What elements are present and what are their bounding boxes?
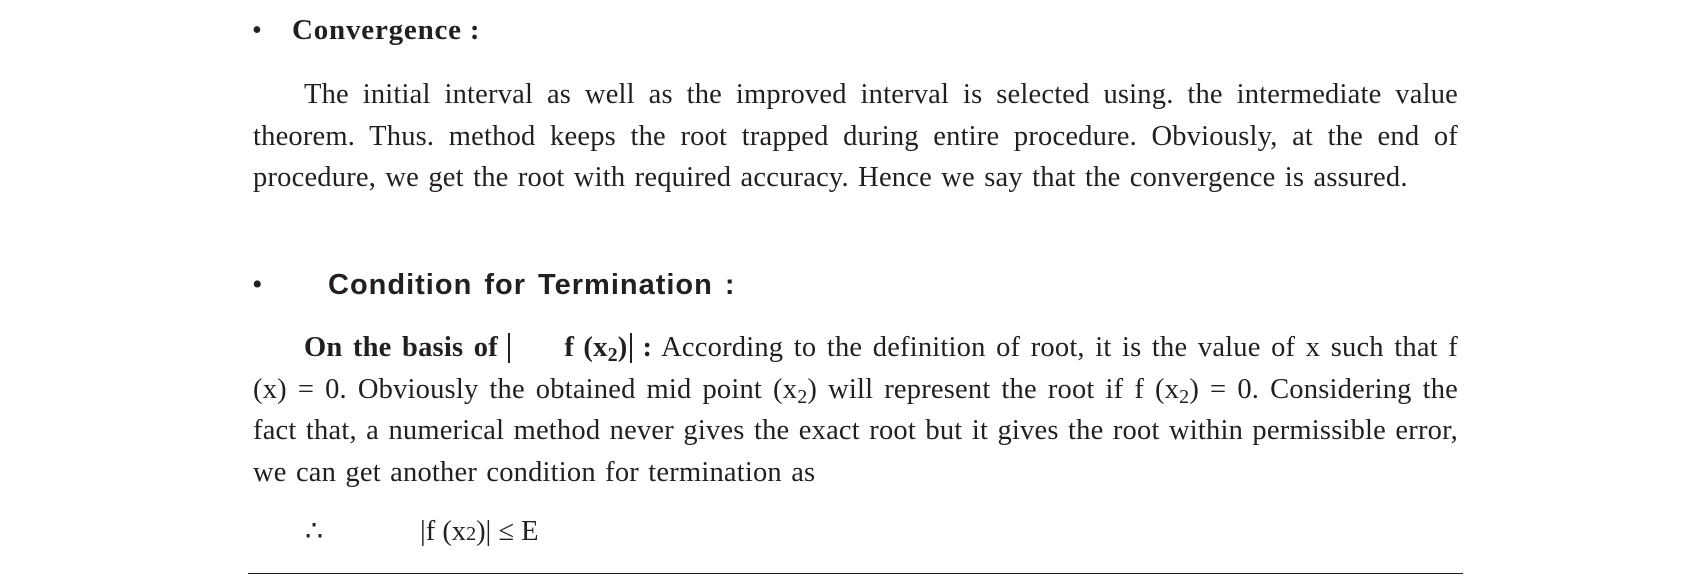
lead-colon: : bbox=[642, 332, 653, 363]
termination-paragraph bbox=[253, 327, 1458, 493]
text-segment-a: According to the definition of root, it is the value of x such that f (x) = 0. Obviously the obtained mid point (x bbox=[253, 332, 1458, 405]
bottom-rule-divider bbox=[248, 573, 1463, 574]
abs-close: ) bbox=[617, 332, 628, 363]
termination-formula: ∴ |f (x 2 )| ≤ E bbox=[305, 516, 539, 547]
absolute-value-expression bbox=[508, 332, 632, 366]
bullet-marker: • bbox=[252, 268, 263, 301]
abs-subscript: 2 bbox=[607, 344, 618, 366]
heading-text: Condition for Termination : bbox=[328, 269, 736, 301]
lead-prefix: On the basis of bbox=[304, 332, 498, 363]
lead-in-phrase bbox=[304, 332, 653, 366]
text-segment-b: ) will represent the root if f (x bbox=[807, 373, 1180, 405]
convergence-paragraph: The initial interval as well as the improved interval is selected using. the intermediate value theorem. Thus. method keeps the root trapped during entire procedure. Obviously, at the end of procedure, we get the root with required accuracy. Hence we say that the convergence is assured. bbox=[253, 79, 1458, 193]
heading-text: Convergence : bbox=[292, 14, 481, 46]
section-heading-termination bbox=[252, 268, 736, 302]
abs-content: f (x bbox=[564, 332, 608, 363]
formula-left: |f (x bbox=[420, 516, 467, 547]
subscript-a: 2 bbox=[797, 385, 808, 408]
subscript-b: 2 bbox=[1179, 385, 1190, 408]
therefore-symbol: ∴ bbox=[305, 516, 324, 547]
formula-right: )| ≤ E bbox=[476, 516, 539, 547]
bullet-marker: • bbox=[252, 15, 262, 46]
section-heading-convergence bbox=[252, 14, 480, 47]
text-segment-c: ) = 0. Considering the fact that, a numerical method never gives the exact root but it gives the root within permissible error, we can get another condition for termination as bbox=[253, 373, 1459, 488]
